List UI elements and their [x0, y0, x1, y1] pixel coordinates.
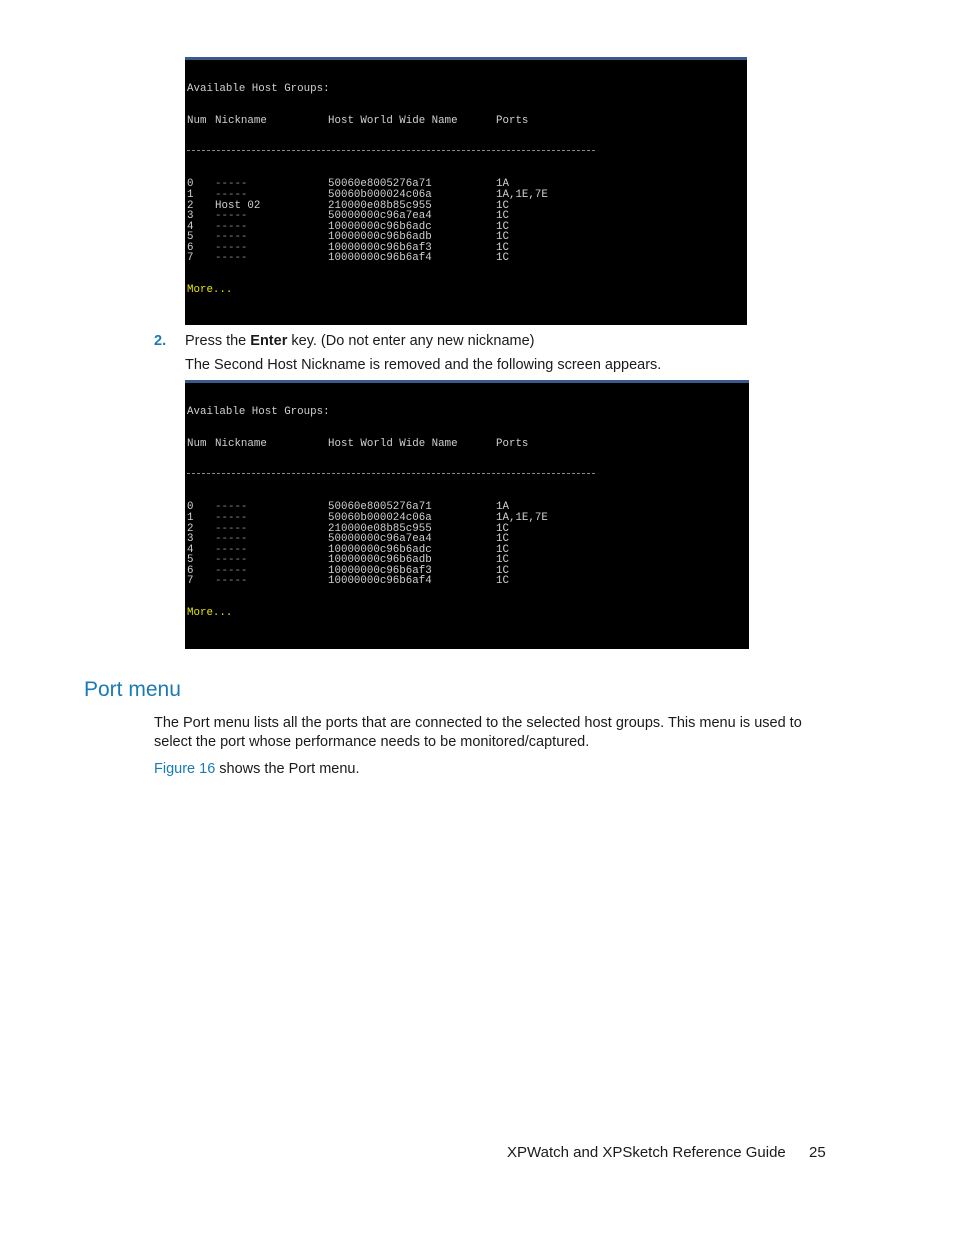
table-row [187, 179, 747, 190]
step-result-text: The Second Host Nickname is removed and the following screen appears. [185, 357, 662, 373]
row-num: 6 [187, 241, 194, 254]
row-ports: 1C [496, 220, 509, 233]
row-wwn: 10000000c96b6af4 [328, 252, 432, 265]
row-wwn: 10000000c96b6af4 [328, 575, 432, 588]
row-ports: 1C [496, 522, 509, 535]
row-wwn: 210000e08b85c955 [328, 522, 432, 535]
row-num: 5 [187, 231, 194, 244]
table-row [187, 534, 749, 545]
row-ports: 1C [496, 210, 509, 223]
row-wwn: 50000000c96a7ea4 [328, 210, 432, 223]
row-num: 1 [187, 189, 194, 202]
section-paragraph: The Port menu lists all the ports that are connected to the selected host groups. This menu is used to select the port whose performance needs to be monitored/captured. [154, 715, 802, 750]
row-wwn: 50060b000024c06a [328, 189, 432, 202]
row-nickname: ----- [215, 220, 248, 233]
row-nickname: ----- [215, 210, 248, 223]
footer-title: XPWatch and XPSketch Reference Guide [507, 1144, 786, 1161]
row-nickname: Host 02 [215, 199, 261, 212]
row-ports: 1A,1E,7E [496, 189, 548, 202]
row-wwn: 10000000c96b6adc [328, 543, 432, 556]
section-heading: Port menu [84, 678, 181, 701]
row-wwn: 50060b000024c06a [328, 512, 432, 525]
table-row [187, 243, 747, 254]
row-num: 7 [187, 575, 194, 588]
row-wwn: 10000000c96b6adb [328, 231, 432, 244]
row-nickname: ----- [215, 189, 248, 202]
row-nickname: ----- [215, 575, 248, 588]
row-nickname: ----- [215, 564, 248, 577]
row-wwn: 50060e8005276a71 [328, 178, 432, 191]
header-separator [187, 148, 595, 151]
row-ports: 1C [496, 564, 509, 577]
row-ports: 1C [496, 199, 509, 212]
row-nickname: ----- [215, 533, 248, 546]
table-row [187, 502, 749, 513]
row-num: 2 [187, 522, 194, 535]
row-wwn: 10000000c96b6adc [328, 220, 432, 233]
table-row [187, 524, 749, 535]
header-wwn: Host World Wide Name [328, 437, 458, 450]
header-num: Num [187, 114, 207, 127]
row-num: 4 [187, 543, 194, 556]
table-row [187, 253, 747, 264]
row-ports: 1A,1E,7E [496, 512, 548, 525]
row-num: 0 [187, 178, 194, 191]
row-nickname: ----- [215, 252, 248, 265]
row-ports: 1C [496, 543, 509, 556]
row-ports: 1C [496, 241, 509, 254]
console-header-row [187, 439, 749, 450]
row-num: 0 [187, 501, 194, 514]
row-nickname: ----- [215, 512, 248, 525]
row-num: 3 [187, 533, 194, 546]
row-ports: 1C [496, 554, 509, 567]
row-num: 2 [187, 199, 194, 212]
header-nickname: Nickname [215, 437, 267, 450]
table-row [187, 190, 747, 201]
header-wwn: Host World Wide Name [328, 114, 458, 127]
console-title: Available Host Groups: [187, 83, 330, 96]
step-text [185, 333, 535, 349]
table-row [187, 576, 749, 587]
row-num: 5 [187, 554, 194, 567]
step-2 [154, 333, 535, 349]
row-ports: 1A [496, 178, 509, 191]
table-row [187, 513, 749, 524]
header-num: Num [187, 437, 207, 450]
header-separator [187, 471, 595, 474]
more-indicator: More... [187, 283, 233, 296]
row-ports: 1C [496, 252, 509, 265]
figure-rest: shows the Port menu. [215, 761, 360, 777]
row-num: 3 [187, 210, 194, 223]
row-wwn: 10000000c96b6af3 [328, 564, 432, 577]
table-row [187, 222, 747, 233]
console-header-row [187, 116, 747, 127]
row-wwn: 50060e8005276a71 [328, 501, 432, 514]
console-screenshot-1 [185, 57, 747, 325]
step-post: key. (Do not enter any new nickname) [287, 333, 535, 349]
console-screenshot-2 [185, 380, 749, 649]
table-row [187, 201, 747, 212]
host-group-list [187, 502, 749, 586]
table-row [187, 566, 749, 577]
row-num: 7 [187, 252, 194, 265]
row-ports: 1C [496, 575, 509, 588]
row-nickname: ----- [215, 231, 248, 244]
step-pre: Press the [185, 333, 251, 349]
row-num: 4 [187, 220, 194, 233]
row-num: 1 [187, 512, 194, 525]
header-ports: Ports [496, 114, 529, 127]
figure-link[interactable]: Figure 16 [154, 761, 216, 777]
console-title: Available Host Groups: [187, 406, 330, 419]
row-ports: 1C [496, 533, 509, 546]
row-nickname: ----- [215, 501, 248, 514]
figure-reference [154, 761, 360, 777]
table-row [187, 232, 747, 243]
row-num: 6 [187, 564, 194, 577]
table-row [187, 211, 747, 222]
row-wwn: 210000e08b85c955 [328, 199, 432, 212]
row-nickname: ----- [215, 543, 248, 556]
row-ports: 1A [496, 501, 509, 514]
row-wwn: 50000000c96a7ea4 [328, 533, 432, 546]
row-nickname: ----- [215, 554, 248, 567]
table-row [187, 555, 749, 566]
table-row [187, 545, 749, 556]
enter-key: Enter [250, 333, 288, 349]
page-number: 25 [809, 1144, 826, 1161]
header-nickname: Nickname [215, 114, 267, 127]
more-indicator: More... [187, 606, 233, 619]
row-ports: 1C [496, 231, 509, 244]
row-nickname: ----- [215, 522, 248, 535]
header-ports: Ports [496, 437, 529, 450]
row-nickname: ----- [215, 241, 248, 254]
host-group-list [187, 179, 747, 263]
step-number: 2. [154, 333, 167, 349]
row-wwn: 10000000c96b6af3 [328, 241, 432, 254]
row-wwn: 10000000c96b6adb [328, 554, 432, 567]
row-nickname: ----- [215, 178, 248, 191]
